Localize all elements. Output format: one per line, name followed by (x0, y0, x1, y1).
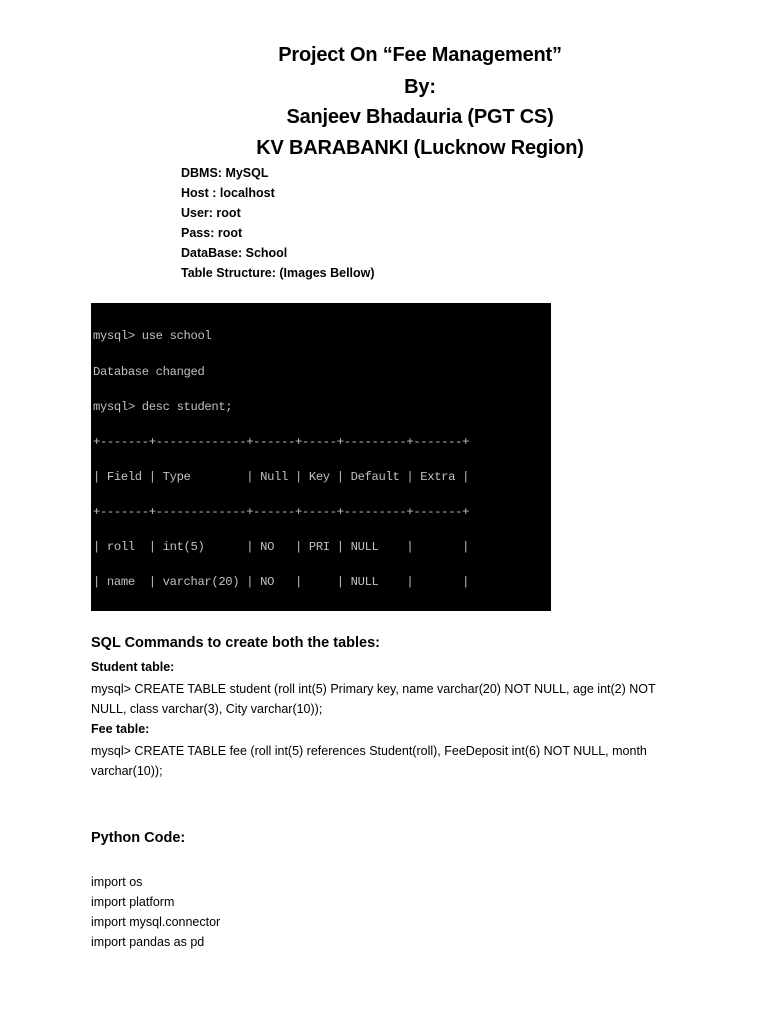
meta-host: Host : localhost (181, 186, 275, 200)
python-code-heading: Python Code: (91, 830, 186, 846)
fee-create-command: mysql> CREATE TABLE fee (roll int(5) references Student(roll), FeeDeposit int(6) NOT NULL, month varchar(10)); (91, 744, 647, 778)
student-create-command: mysql> CREATE TABLE student (roll int(5) Primary key, name varchar(20) NOT NULL, age int(2) NOT NULL, class varchar(3), City varchar(10)); (91, 682, 656, 716)
console-line: | roll | int(5) | NO | PRI | NULL | | (93, 539, 470, 554)
console-line: Database changed (93, 364, 205, 379)
author-name: Sanjeev Bhadauria (PGT CS) (286, 106, 554, 128)
meta-user: User: root (181, 206, 241, 220)
python-code-lines (91, 872, 220, 952)
console-line: | name | varchar(20) | NO | | NULL | | (93, 575, 470, 590)
code-line: import mysql.connector (91, 915, 221, 929)
code-line: import pandas as pd (91, 935, 205, 949)
console-line: mysql> desc student; (93, 399, 233, 414)
meta-pass: Pass: root (181, 226, 243, 240)
meta-database: DataBase: School (181, 246, 288, 260)
console-output (93, 308, 504, 611)
console-line: +-------+-------------+------+-----+---------+-------+ (93, 504, 470, 519)
code-line: import platform (91, 895, 175, 909)
sql-commands-heading: SQL Commands to create both the tables: (91, 635, 380, 651)
console-line: mysql> use school (93, 329, 212, 344)
school-name: KV BARABANKI (Lucknow Region) (256, 137, 584, 159)
meta-table-structure: Table Structure: (Images Bellow) (181, 266, 375, 280)
mysql-console-screenshot (91, 303, 551, 611)
fee-table-label: Fee table: (91, 722, 150, 736)
meta-dbms: DBMS: MySQL (181, 166, 269, 180)
student-table-label: Student table: (91, 660, 175, 674)
connection-details (181, 163, 375, 283)
console-line: | Field | Type | Null | Key | Default | Extra | (93, 469, 470, 484)
document-title: Project On “Fee Management” (278, 44, 562, 66)
by-line: By: (404, 76, 436, 98)
console-line: +-------+-------------+------+-----+---------+-------+ (93, 434, 470, 449)
code-line: import os (91, 875, 143, 889)
